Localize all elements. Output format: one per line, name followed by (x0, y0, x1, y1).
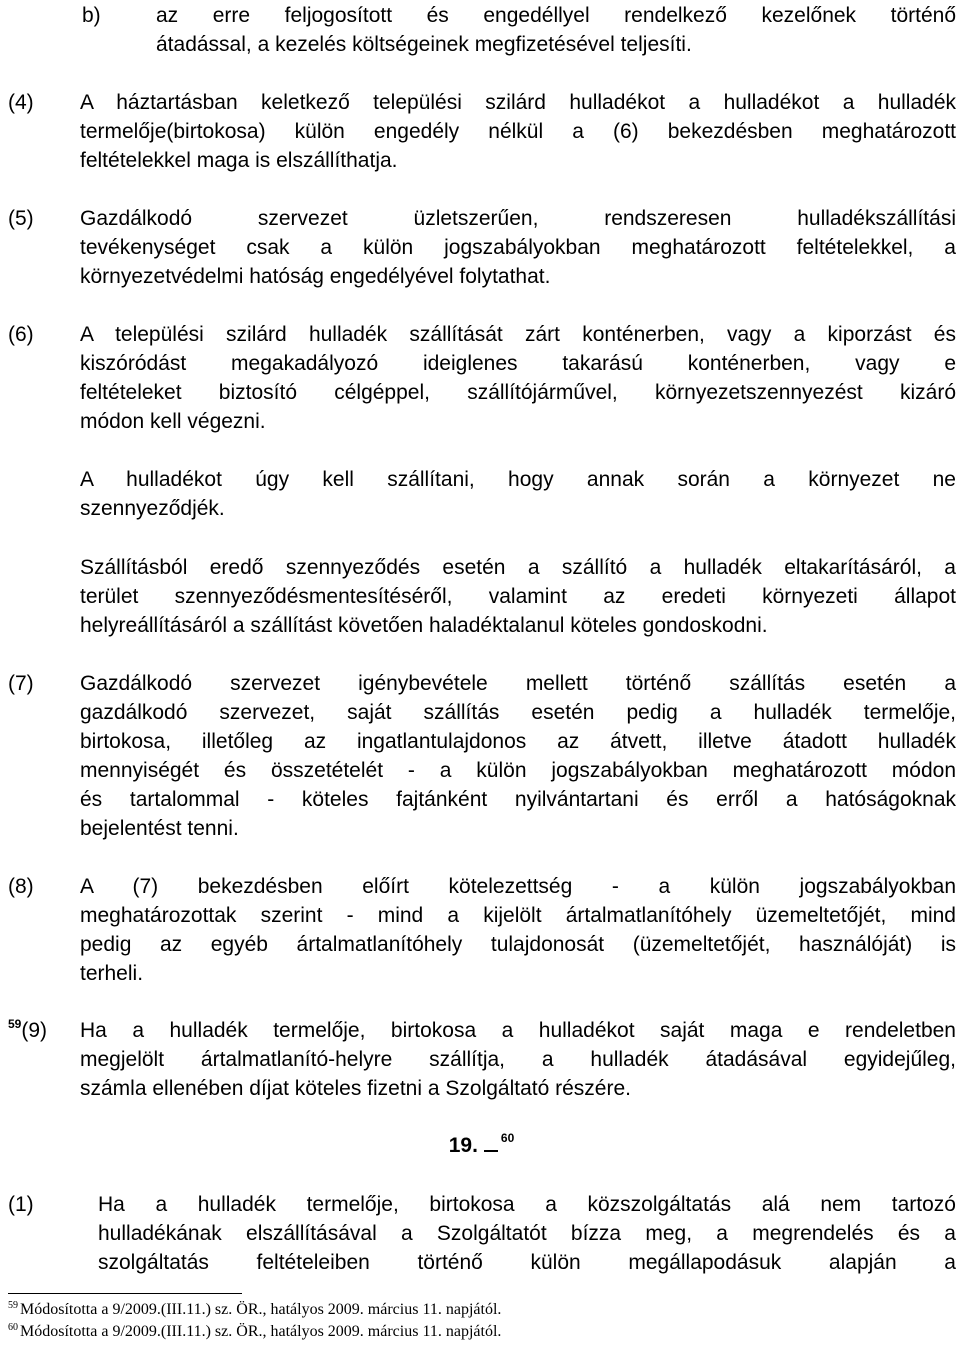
paragraph-line: helyreállításáról a szállítást követően haladéktalanul köteles gondoskodni. (80, 614, 768, 637)
paragraph-line: bejelentést tenni. (80, 817, 239, 840)
paragraph-line: A (7) bekezdésben előírt kötelezettség - a külön jogszabályokban (80, 875, 956, 898)
paragraph-line: átadással, a kezelés költségeinek megfizetésével teljesíti. (156, 33, 692, 56)
paragraph-line: terület szennyeződésmentesítéséről, valamint az eredeti környezeti állapot (80, 585, 956, 608)
paragraph-19-1 (8, 1190, 956, 1277)
paragraph-6-cont-1 (8, 465, 956, 523)
footnote-ref[interactable]: 59 (8, 1017, 22, 1031)
paragraph-label: b) (82, 4, 101, 27)
paragraph-line: módon kell végezni. (80, 410, 266, 433)
paragraph-line: birtokosa, illetőleg az ingatlantulajdonos az átvett, illetve átadott hulladék (80, 730, 956, 753)
paragraph-line: Szállításból eredő szennyeződés esetén a szállító a hulladék eltakarításáról, a (80, 556, 956, 579)
paragraph-line: megjelölt ártalmatlanító-helyre szállítja, a hulladék átadásával egyidejűleg, (80, 1048, 956, 1071)
paragraph-label: (6) (8, 323, 34, 346)
paragraph-5 (8, 204, 956, 291)
paragraph-line: feltételekkel maga is elszállíthatja. (80, 149, 398, 172)
paragraph-line: A hulladékot úgy kell szállítani, hogy annak során a környezet ne (80, 468, 956, 491)
paragraph-line: feltételeket biztosító célgéppel, szállítójárművel, környezetszennyezést kizáró (80, 381, 956, 404)
paragraph-b (8, 1, 956, 59)
footnote-text: Módosította a 9/2009.(III.11.) sz. ÖR., hatályos 2009. március 11. napjától. (20, 1323, 502, 1340)
footnote-59 (8, 1300, 501, 1322)
footnote-ref[interactable]: 60 (500, 1131, 515, 1145)
paragraph-6 (8, 320, 956, 436)
paragraph-line: Gazdálkodó szervezet igénybevétele mellett történő szállítás esetén a (80, 672, 956, 695)
paragraph-line: Ha a hulladék termelője, birtokosa a közszolgáltatás alá nem tartozó (98, 1193, 956, 1216)
footnote-mark: 60 (8, 1322, 18, 1333)
section-number: 19. (448, 1134, 478, 1157)
paragraph-label: (1) (8, 1193, 34, 1216)
paragraph-label: (7) (8, 672, 34, 695)
paragraph-line: A háztartásban keletkező települési szilárd hulladékot a hulladékot a hulladék (80, 91, 956, 114)
paragraph-6-cont-2 (8, 553, 956, 640)
paragraph-line: szennyeződjék. (80, 497, 225, 520)
paragraph-label: $^{59}$(9) (8, 1017, 48, 1042)
paragraph-9 (8, 1016, 956, 1103)
paragraph-7 (8, 669, 956, 843)
paragraph-line: környezetvédelmi hatóság engedélyével folytathat. (80, 265, 551, 288)
paragraph-line: kiszóródást megakadályozó ideiglenes takarású konténerben, vagy e (80, 352, 956, 375)
paragraph-line: Gazdálkodó szervezet üzletszerűen, rendszeresen hulladékszállítási (80, 207, 956, 230)
footnote-separator (8, 1293, 242, 1294)
paragraph-line: gazdálkodó szervezet, saját szállítás esetén pedig a hulladék termelője, (80, 701, 956, 724)
paragraph-label: (8) (8, 875, 34, 898)
paragraph-line: termelője(birtokosa) külön engedély nélkül a (6) bekezdésben meghatározott (80, 120, 956, 143)
footnote-text: Módosította a 9/2009.(III.11.) sz. ÖR., hatályos 2009. március 11. napjától. (20, 1301, 502, 1318)
paragraph-line: A települési szilárd hulladék szállítását zárt konténerben, vagy a kiporzást és (80, 323, 956, 346)
paragraph-line: az erre feljogosított és engedéllyel rendelkező kezelőnek történő (156, 4, 956, 27)
paragraph-line: számla ellenében díjat köteles fizetni a Szolgáltató részére. (80, 1077, 631, 1100)
paragraph-line: Ha a hulladék termelője, birtokosa a hulladékot saját maga e rendeletben (80, 1019, 956, 1042)
paragraph-line: pedig az egyéb ártalmatlanítóhely tulajdonosát (üzemeltetőjét, használóját) is (80, 933, 956, 956)
paragraph-8 (8, 872, 956, 988)
footnote-mark: 59 (8, 1300, 18, 1311)
section-sign (484, 1132, 498, 1152)
paragraph-label: (5) (8, 207, 34, 230)
paragraph-4 (8, 88, 956, 175)
section-heading (0, 1131, 960, 1163)
paragraph-line: szolgáltatás feltételeiben történő külön megállapodásuk alapján a (98, 1251, 956, 1274)
paragraph-line: terheli. (80, 962, 144, 985)
paragraph-line: hulladékának elszállításával a Szolgáltatót bízza meg, a megrendelés és a (98, 1222, 956, 1245)
paragraph-line: mennyiségét és összetételét - a külön jogszabályokban meghatározott módon (80, 759, 956, 782)
paragraph-line: tevékenységet csak a külön jogszabályokban meghatározott feltételekkel, a (80, 236, 956, 259)
paragraph-label: (4) (8, 91, 34, 114)
paragraph-line: meghatározottak szerint - mind a kijelölt ártalmatlanítóhely üzemeltetőjét, mind (80, 904, 956, 927)
paragraph-line: és tartalommal - köteles fajtánként nyilvántartani és erről a hatóságoknak (80, 788, 956, 811)
footnote-60 (8, 1322, 501, 1344)
